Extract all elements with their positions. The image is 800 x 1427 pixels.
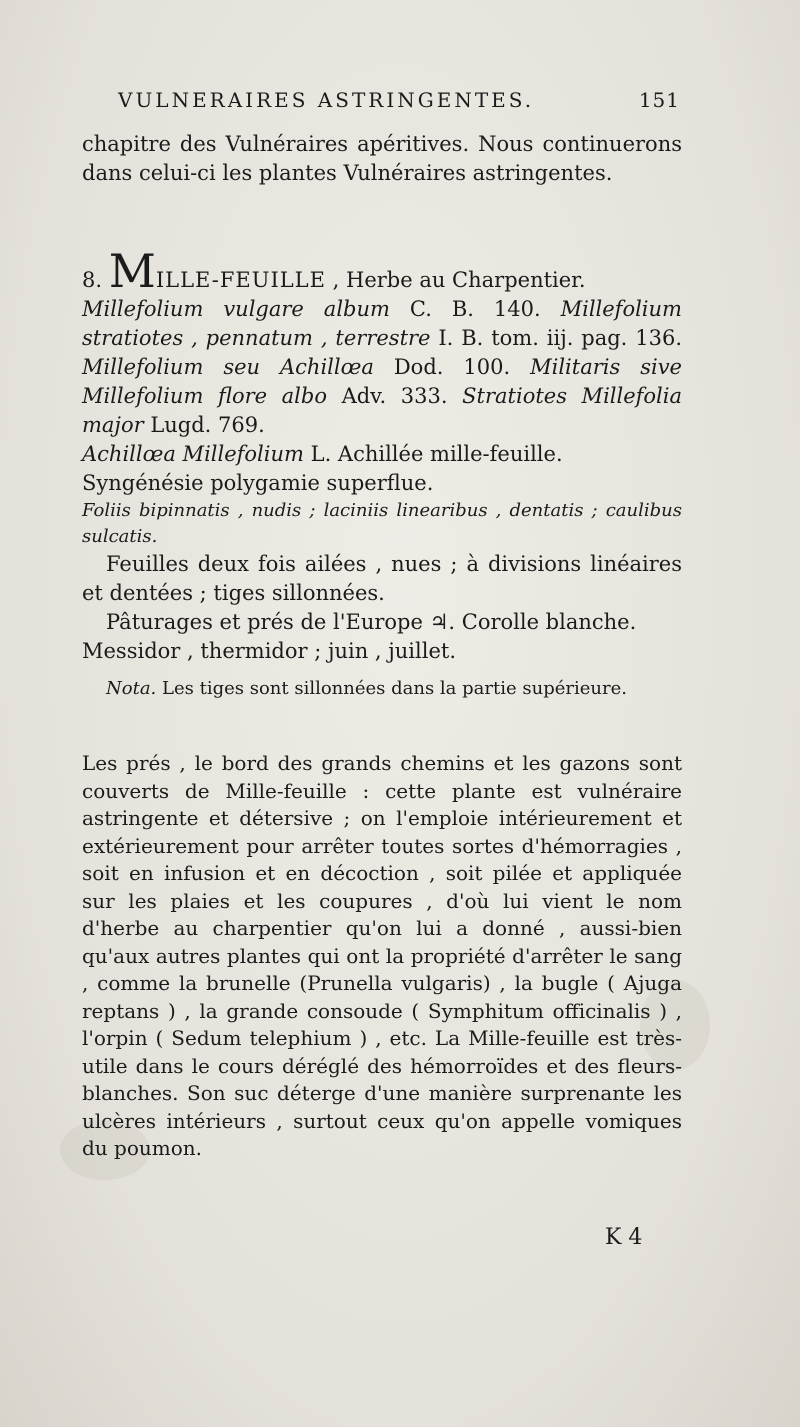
- synonym-ref: I. B. tom. iij. pag. 136.: [438, 326, 682, 350]
- catchword: K 4: [605, 1225, 643, 1250]
- latin-description: Foliis bipinnatis , nudis ; laciniis linearibus , dentatis ; caulibus sulcatis.: [82, 500, 682, 547]
- body-text: Les prés , le bord des grands chemins et les gazons sont couverts de Mille-feuille : cette plante est vulnéraire astringente et détersive ; on l'emploie intérieurement et extérieurement pour arrêter toutes sortes d'hémorragies , soit en infusion et en décoction , soit pilée et appliquée sur les plaies et les coupures , d'où lui vient le nom d'herbe au charpentier qu'on lui a donné , aussi-bien qu'aux autres plantes qui ont la propriété d'arrêter le sang , comme la brunelle (Prunella vulgaris) , la bugle ( Ajuga reptans ) , la grande consoude ( Symphitum officinalis ) , l'orpin ( Sedum telephium ) , etc. La Mille-feuille est très-utile dans le cours déréglé des hémorroïdes et des fleurs-blanches. Son suc déterge d'une manière surprenante les ulcères intérieurs , surtout ceux qu'on appelle vomiques du poumon.: [82, 751, 682, 1160]
- entry-common-name: , Herbe au Charpentier.: [332, 268, 586, 292]
- nota-block: [82, 676, 682, 702]
- synonym: Millefolium seu Achillœa: [82, 355, 374, 379]
- synonym: Stratiotes Millefolia major: [82, 384, 683, 437]
- page-number: 151: [638, 88, 680, 112]
- entry-number: 8.: [82, 268, 103, 292]
- running-title: VULNERAIRES ASTRINGENTES.: [118, 88, 535, 112]
- synonym: Militaris sive Millefolium flore albo: [82, 355, 682, 408]
- flowering-period: Messidor , thermidor ; juin , juillet.: [82, 639, 456, 663]
- classification: Syngénésie polygamie superflue.: [82, 471, 434, 495]
- linnaeus-ref: L. Achillée mille-feuille.: [310, 442, 563, 466]
- linnaeus-line: [82, 440, 682, 469]
- intro-paragraph: [82, 130, 682, 188]
- habitat: Pâturages et prés de l'Europe ♃. Corolle blanche.: [106, 610, 637, 634]
- linnaeus-name: Achillœa Millefolium: [82, 442, 304, 466]
- french-description: Feuilles deux fois ailées , nues ; à divisions linéaires et dentées ; tiges sillonnées.: [82, 552, 682, 605]
- entry-name: ILLE-FEUILLE: [155, 268, 326, 292]
- synonym-ref: C. B. 140.: [409, 297, 541, 321]
- running-header: [118, 88, 680, 112]
- intro-text: chapitre des Vulnéraires apéritives. Nous continuerons dans celui-ci les plantes Vulnéraires astringentes.: [82, 132, 682, 185]
- synonym-ref: Lugd. 769.: [150, 413, 265, 437]
- entry-heading: [82, 244, 682, 298]
- synonym-ref: Dod. 100.: [393, 355, 511, 379]
- nota-text: Les tiges sont sillonnées dans la partie supérieure.: [162, 678, 627, 699]
- body-paragraph: [82, 750, 682, 1163]
- synonym: Millefolium stratiotes , pennatum , terrestre: [82, 297, 682, 350]
- synonym: Millefolium vulgare album: [82, 297, 390, 321]
- nota-label: Nota.: [106, 678, 157, 699]
- entry-initial: M: [108, 244, 156, 298]
- entry-synonyms: [82, 295, 682, 440]
- synonym-ref: Adv. 333.: [341, 384, 448, 408]
- plant-entry: [82, 244, 683, 666]
